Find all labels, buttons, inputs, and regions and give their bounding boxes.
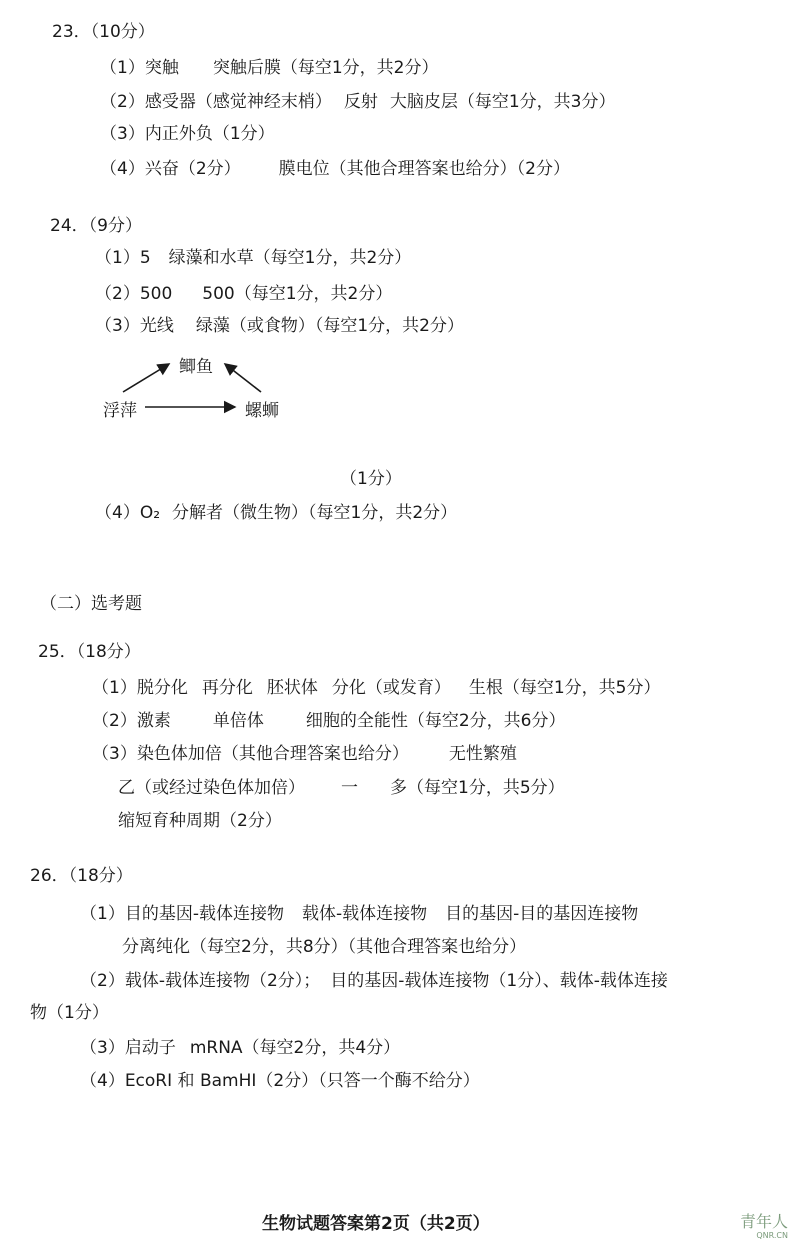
arrow-fuping-to-jiyu <box>123 364 169 392</box>
watermark <box>740 1213 788 1240</box>
q23-l1b: 突触后膜（每空1分，共2分） <box>212 58 439 78</box>
q25-line-4 <box>118 776 565 800</box>
q24-l1b: 5 <box>139 248 151 268</box>
q25-header: 25．（18分） <box>38 642 141 662</box>
q25-line-3 <box>92 742 517 766</box>
q23-line-4 <box>100 157 570 181</box>
q23-header: 23．（10分） <box>52 22 155 42</box>
q26-line-3 <box>80 969 668 993</box>
q26-l5a: （3）启动子 <box>80 1038 176 1058</box>
q25-l3a: （3）染色体加倍（其他合理答案也给分） <box>92 744 409 764</box>
q23-l1a: （1）突触 <box>100 58 179 78</box>
node-fuping: 浮萍 <box>103 401 137 421</box>
q26-line-6: （4）EcoRI 和 BamHI（2分）（只答一个酶不给分） <box>80 1071 480 1091</box>
q26-line-4: 物（1分） <box>30 1003 109 1023</box>
q24-l2a: （2）500 <box>95 284 173 304</box>
q25-l2c: 细胞的全能性（每空2分，共6分） <box>305 711 566 731</box>
q25-line-1 <box>92 676 660 700</box>
q26-l3a: （2）载体-载体连接物（2分）； <box>80 971 321 991</box>
q25-l3b: 无性繁殖 <box>448 744 517 764</box>
q24-line-2 <box>95 282 392 306</box>
q23-l4a: （4）兴奋（2分） <box>100 159 241 179</box>
q25-l2b: 单倍体 <box>212 711 264 731</box>
q24-line-1 <box>95 246 411 270</box>
q26-header: 26．（18分） <box>30 866 133 886</box>
q24-l2b: 500（每空1分，共2分） <box>202 284 393 304</box>
q23-l2a: （2）感受器（感觉神经末梢） <box>100 92 332 112</box>
q24-l4a: （4）O₂ <box>95 503 161 523</box>
food-web-diagram <box>95 352 325 432</box>
q26-l1b: 载体-载体连接物 <box>301 904 428 924</box>
q25-line-2 <box>92 709 565 733</box>
q26-l1c: 目的基因-目的基因连接物 <box>445 904 639 924</box>
q24-line-4 <box>95 501 457 525</box>
q26-l3b: 目的基因-载体连接物（1分）、载体-载体连接 <box>330 971 668 991</box>
q25-l4c: 多（每空1分，共5分） <box>390 778 565 798</box>
q26-l1a: （1）目的基因-载体连接物 <box>80 904 284 924</box>
q23-l2b: 反射 <box>343 92 378 112</box>
q24-l1c: 绿藻和水草（每空1分，共2分） <box>168 248 412 268</box>
q24-header: 24．（9分） <box>50 216 142 236</box>
q26-line-2: 分离纯化（每空2分，共8分）（其他合理答案也给分） <box>122 937 527 957</box>
q25-l1b: 再分化 <box>201 678 253 698</box>
q26-l5b: mRNA（每空2分，共4分） <box>189 1038 401 1058</box>
q23-l2c: 大脑皮层（每空1分，共3分） <box>389 92 616 112</box>
section-title: （二）选考题 <box>40 594 142 614</box>
q25-l1c: 胚状体 <box>266 678 318 698</box>
q25-l2a: （2）激素 <box>92 711 171 731</box>
q23-line-1 <box>100 56 438 80</box>
q25-l4a: 乙（或经过染色体加倍） <box>118 778 305 798</box>
q24-l3a: （3）光线 <box>95 316 174 336</box>
arrow-luosi-to-jiyu <box>225 364 261 392</box>
q25-l1e: 生根（每空1分，共5分） <box>468 678 661 698</box>
q25-l1a: （1）脱分化 <box>92 678 188 698</box>
q24-l4b: 分解者（微生物）（每空1分，共2分） <box>172 503 458 523</box>
q24-l1a: （1） <box>95 248 140 268</box>
q26-line-5 <box>80 1036 400 1060</box>
q25-l4b: 一 <box>341 778 358 798</box>
q24-l3b: 绿藻（或食物）（每空1分，共2分） <box>195 316 464 336</box>
q23-l4b: 膜电位（其他合理答案也给分）（2分） <box>278 159 570 179</box>
node-jiyu: 鲫鱼 <box>179 357 213 377</box>
q23-line-3: （3）内正外负（1分） <box>100 124 275 144</box>
q25-line-5: 缩短育种周期（2分） <box>118 811 282 831</box>
page-footer: 生物试题答案第2页（共2页） <box>262 1214 490 1234</box>
q24-line-3 <box>95 314 464 338</box>
q24-diagram-score: （1分） <box>340 469 402 489</box>
q26-line-1 <box>80 902 638 926</box>
q23-line-2 <box>100 90 615 114</box>
q25-l1d: 分化（或发育） <box>331 678 451 698</box>
watermark-url: QNR.CN <box>756 1231 788 1240</box>
watermark-name: 青年人 <box>739 1212 788 1231</box>
node-luosi: 螺蛳 <box>245 401 279 421</box>
